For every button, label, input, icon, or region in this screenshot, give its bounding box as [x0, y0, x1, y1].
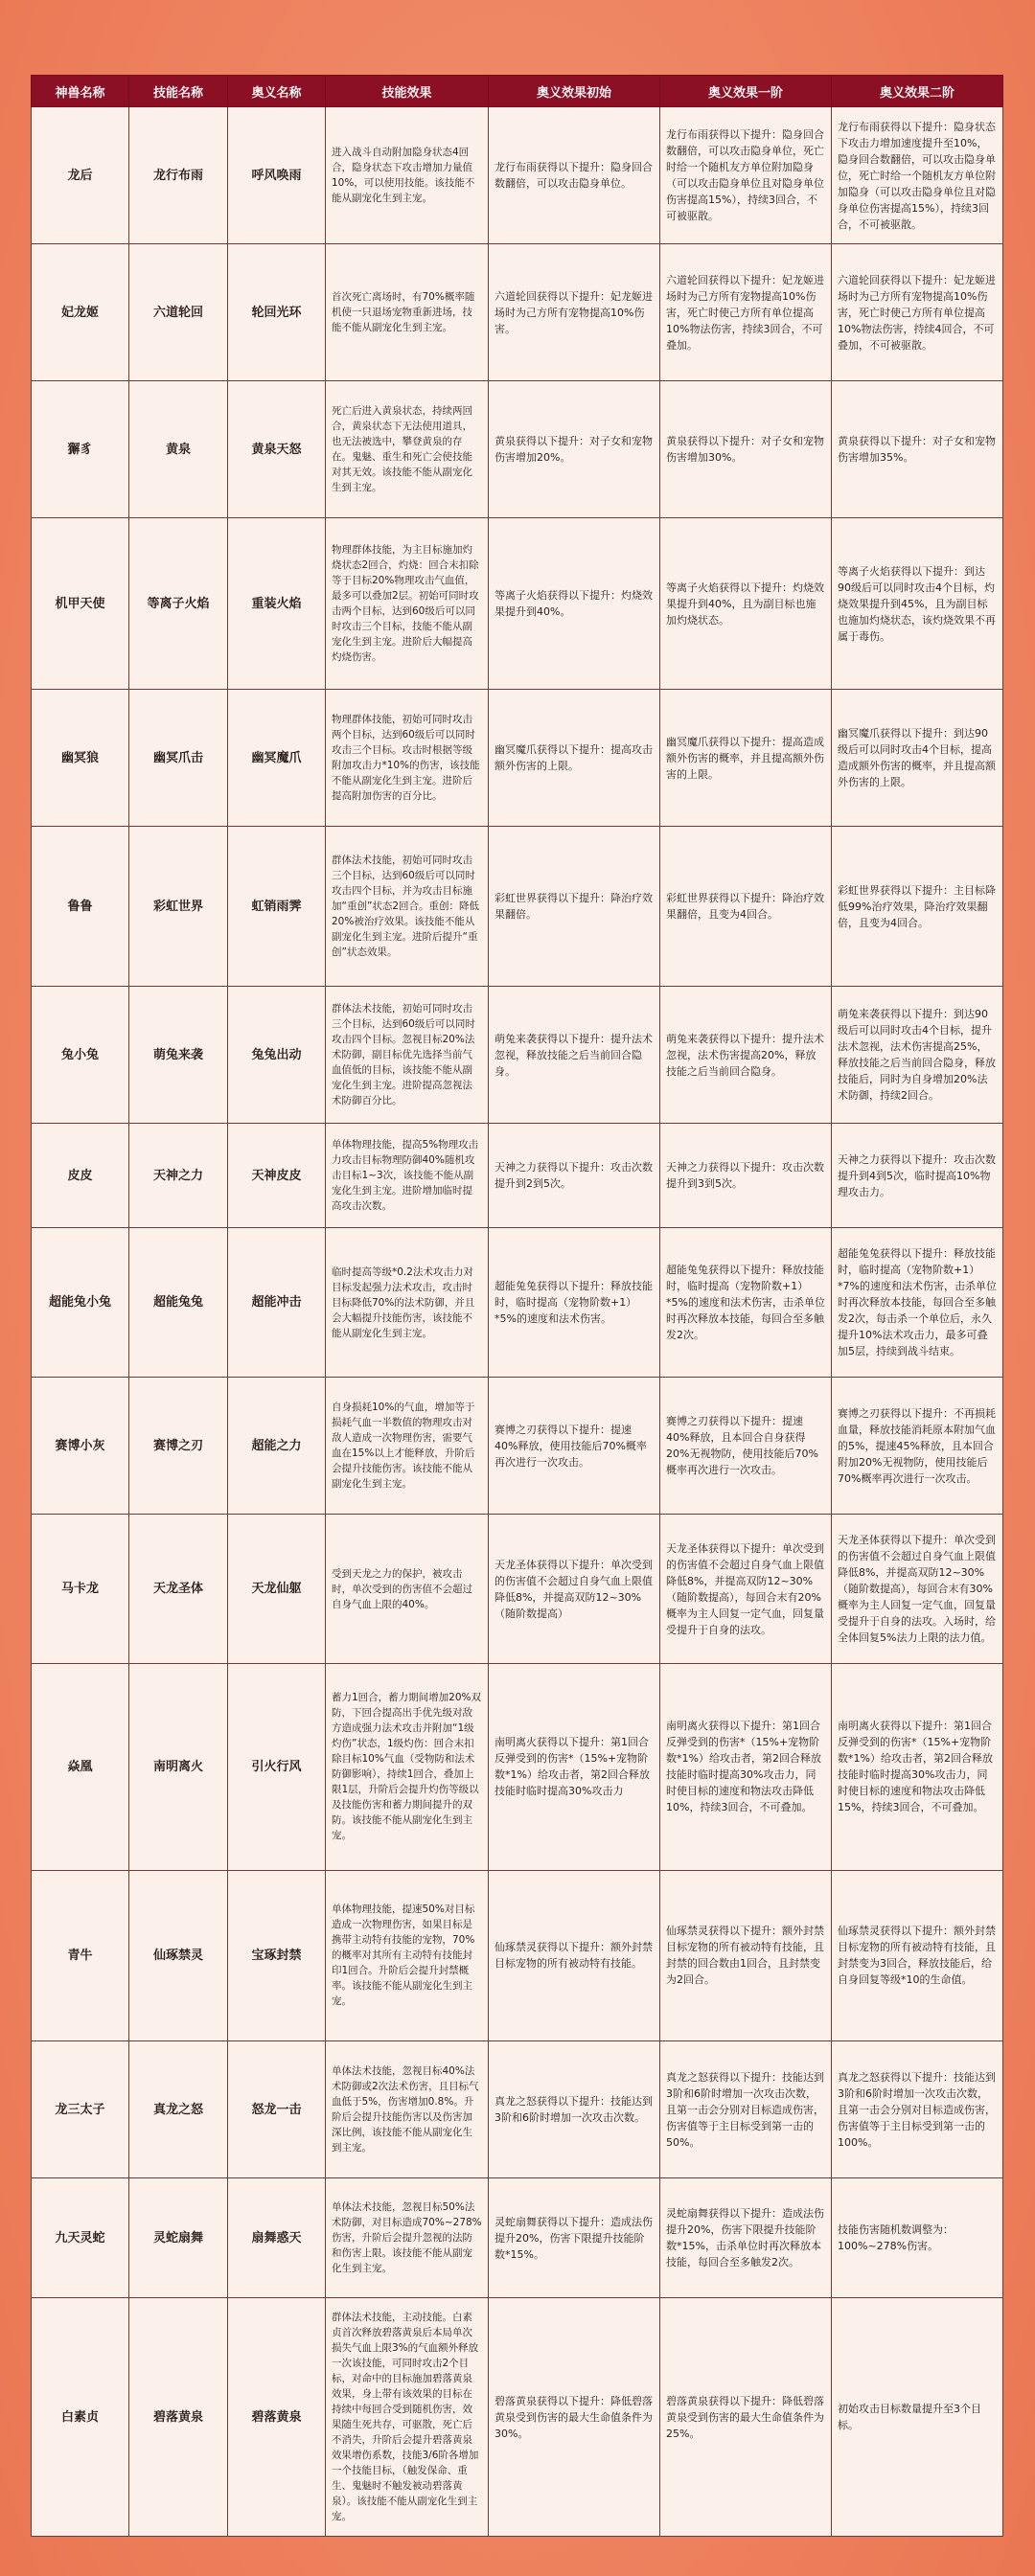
table-header-row: [32, 76, 1003, 107]
header-ult-initial: 奥义效果初始: [489, 76, 660, 107]
skill-effect-cell: 物理群体技能，为主目标施加灼烧状态2回合，灼烧：回合末扣除等于目标20%物理攻击气血值，最多可以叠加2层。初始可同时攻击两个目标，达到60级后可以同时攻击三个目标，技能不能从副宠化生到主宠。进阶后大幅提高灼烧伤害。: [326, 518, 489, 690]
ult-stage-1-cell: 仙琢禁灵获得以下提升：额外封禁目标宠物的所有被动特有技能，且封禁的回合数由1回合，且封禁变为2回合。: [660, 1870, 832, 2041]
table-row: [32, 827, 1003, 987]
header-ult-stage-1: 奥义效果一阶: [660, 76, 832, 107]
skill-name-cell: 赛博之刃: [129, 1378, 228, 1515]
table-row: [32, 518, 1003, 690]
ult-stage-2-cell: 仙琢禁灵获得以下提升：额外封禁目标宠物的所有被动特有技能，且封禁变为3回合，释放技能后，给自身回复等级*10的生命值。: [832, 1870, 1003, 2041]
header-ult-stage-2: 奥义效果二阶: [832, 76, 1003, 107]
god-name-cell: 赛博小灰: [32, 1378, 129, 1515]
ult-stage-1-cell: 等离子火焰获得以下提升：灼烧效果提升到40%，且为副目标也施加灼烧状态。: [660, 518, 832, 690]
ult-stage-2-cell: 幽冥魔爪获得以下提升：到达90级后可以同时攻击4个目标，提高造成额外伤害的概率，并且提高额外伤害的上限。: [832, 690, 1003, 827]
ult-stage-2-cell: 南明离火获得以下提升：第1回合反弹受到的伤害*（15%+宠物阶数*1%）给攻击者，第2回合释放技能时临时提高30%攻击力，同时使目标的速度和物法攻击降低15%，持续3回合，不可叠加。: [832, 1664, 1003, 1870]
ult-stage-2-cell: 等离子火焰获得以下提升：到达90级后可以同时攻击4个目标，灼烧效果提升到45%，且为副目标也施加灼烧状态，该灼烧效果不再属于毒伤。: [832, 518, 1003, 690]
god-name-cell: 超能兔小兔: [32, 1227, 129, 1377]
skill-name-cell: 真龙之怒: [129, 2041, 228, 2178]
god-name-cell: 白素贞: [32, 2298, 129, 2537]
god-name-cell: 龙三太子: [32, 2041, 129, 2178]
table-row: [32, 2041, 1003, 2178]
ult-initial-cell: 六道轮回获得以下提升：妃龙姬进场时为己方所有宠物提高10%伤害。: [489, 244, 660, 381]
skill-name-cell: 灵蛇扇舞: [129, 2178, 228, 2298]
skill-name-cell: 南明离火: [129, 1664, 228, 1870]
skill-name-cell: 天神之力: [129, 1124, 228, 1228]
god-name-cell: 鲁鲁: [32, 827, 129, 987]
ult-name-cell: 宝琢封禁: [228, 1870, 326, 2041]
ult-initial-cell: 真龙之怒获得以下提升：技能达到3阶和6阶时增加一次攻击次数。: [489, 2041, 660, 2178]
god-name-cell: 兔小兔: [32, 987, 129, 1124]
skill-effect-cell: 群体法术技能，初始可同时攻击三个目标，达到60级后可以同时攻击四个目标。忽视目标20%法术防御，副目标优先选择当前气血值低的目标，该技能不能从副宠化生到主宠。进阶提高忽视法术防御百分比。: [326, 987, 489, 1124]
ult-name-cell: 碧落黄泉: [228, 2298, 326, 2537]
skill-table-frame: [31, 75, 1002, 2537]
table-row: [32, 2178, 1003, 2298]
ult-name-cell: 超能之力: [228, 1378, 326, 1515]
table-row: [32, 1378, 1003, 1515]
skill-effect-cell: 群体法术技能，主动技能。白素贞首次释放碧落黄泉后本局单次损失气血上限3%的气血额外释放一次该技能，可同时攻击2个目标，对命中的目标施加碧落黄泉效果，身上带有该效果的目标在持续中每回合受到随机伤害，效果随生死共存，可驱散，死亡后不消失，升阶后会提升碧落黄泉效果增伤系数，技能3/6阶各增加一个技能目标，（触发保命、重生、鬼魅时不触发被动碧落黄泉）。该技能不能从副宠化生到主宠。: [326, 2298, 489, 2537]
ult-stage-1-cell: 赛博之刃获得以下提升：提速40%释放，且本回合自身获得20%无视物防，使用技能后70%概率再次进行一次攻击。: [660, 1378, 832, 1515]
header-skill-effect: 技能效果: [326, 76, 489, 107]
table-row: [32, 2298, 1003, 2537]
ult-stage-1-cell: 黄泉获得以下提升：对子女和宠物伤害增加30%。: [660, 381, 832, 518]
skill-effect-cell: 物理群体技能，初始可同时攻击两个目标，达到60级后可以同时攻击三个目标。攻击时根据等级附加攻击力*10%的伤害，该技能不能从副宠化生到主宠。进阶后提高附加伤害的百分比。: [326, 690, 489, 827]
skill-name-cell: 幽冥爪击: [129, 690, 228, 827]
ult-initial-cell: 天龙圣体获得以下提升：单次受到的伤害值不会超过自身气血上限值降低8%，并提高双防12~30%（随阶数提高）: [489, 1515, 660, 1664]
ult-stage-1-cell: 碧落黄泉获得以下提升：降低碧落黄泉受到伤害的最大生命值条件为25%。: [660, 2298, 832, 2537]
ult-stage-1-cell: 真龙之怒获得以下提升：技能达到3阶和6阶时增加一次攻击次数，且第一击会分别对目标造成伤害，伤害值等于主目标受到第一击的50%。: [660, 2041, 832, 2178]
skill-effect-cell: 临时提高等级*0.2法术攻击力对目标发起强力法术攻击，攻击时目标降低70%的法术防御，并且会大幅提升技能伤害，该技能不能从副宠化生到主宠。: [326, 1227, 489, 1377]
ult-stage-1-cell: 天龙圣体获得以下提升：单次受到的伤害值不会超过自身气血上限值降低8%，并提高双防12~30%（随阶数提高），每回合末有20%概率为主人回复一定气血，回复量受提升于自身的法攻。: [660, 1515, 832, 1664]
table-row: [32, 1124, 1003, 1228]
table-row: [32, 1664, 1003, 1870]
ult-stage-1-cell: 龙行布雨获得以下提升：隐身回合数翻倍，可以攻击隐身单位，死亡时给一个随机友方单位附加隐身（可以攻击隐身单位且对隐身单位伤害提高15%），持续3回合，不可被驱散。: [660, 107, 832, 244]
ult-initial-cell: 龙行布雨获得以下提升：隐身回合数翻倍，可以攻击隐身单位。: [489, 107, 660, 244]
ult-stage-1-cell: 幽冥魔爪获得以下提升：提高造成额外伤害的概率，并且提高额外伤害的上限。: [660, 690, 832, 827]
ult-initial-cell: 赛博之刃获得以下提升：提速40%释放，使用技能后70%概率再次进行一次攻击。: [489, 1378, 660, 1515]
god-name-cell: 机甲天使: [32, 518, 129, 690]
ult-stage-2-cell: 六道轮回获得以下提升：妃龙姬进场时为己方所有宠物提高10%伤害，死亡时使己方所有单位提高10%物法伤害，持续4回合，不可叠加，不可被驱散。: [832, 244, 1003, 381]
table-row: [32, 1515, 1003, 1664]
god-name-cell: 獬豸: [32, 381, 129, 518]
ult-name-cell: 幽冥魔爪: [228, 690, 326, 827]
ult-name-cell: 引火行风: [228, 1664, 326, 1870]
ult-name-cell: 扇舞惑天: [228, 2178, 326, 2298]
god-name-cell: 九天灵蛇: [32, 2178, 129, 2298]
ult-stage-2-cell: 龙行布雨获得以下提升：隐身状态下攻击力增加速度提升至10%，隐身回合数翻倍，可以攻击隐身单位，死亡时给一个随机友方单位附加隐身（可以攻击隐身单位且对隐身单位伤害提高15%），持续3回合，不可被驱散。: [832, 107, 1003, 244]
skill-effect-cell: 受到天龙之力的保护，被攻击时，单次受到的伤害值不会超过自身气血上限的40%。: [326, 1515, 489, 1664]
god-name-cell: 幽冥狼: [32, 690, 129, 827]
ult-initial-cell: 黄泉获得以下提升：对子女和宠物伤害增加20%。: [489, 381, 660, 518]
ult-name-cell: 怒龙一击: [228, 2041, 326, 2178]
ult-initial-cell: 灵蛇扇舞获得以下提升：造成法伤提升20%，伤害下限提升技能阶数*15%。: [489, 2178, 660, 2298]
skill-name-cell: 六道轮回: [129, 244, 228, 381]
table-row: [32, 107, 1003, 244]
god-name-cell: 焱凰: [32, 1664, 129, 1870]
ult-name-cell: 轮回光环: [228, 244, 326, 381]
skill-name-cell: 仙琢禁灵: [129, 1870, 228, 2041]
ult-stage-2-cell: 天龙圣体获得以下提升：单次受到的伤害值不会超过自身气血上限值降低8%，并提高双防12~30%（随阶数提高），每回合末有30%概率为主人回复一定气血，回复量受提升于自身的法攻。入场时，给全体回复5%法力上限的法力值。: [832, 1515, 1003, 1664]
ult-name-cell: 天龙仙躯: [228, 1515, 326, 1664]
skill-effect-cell: 单体法术技能，忽视目标50%法术防御，对目标造成70%~278%伤害，升阶后会提升忽视的法防和伤害上限。该技能不能从副宠化生到主宠。: [326, 2178, 489, 2298]
table-row: [32, 987, 1003, 1124]
god-name-cell: 龙后: [32, 107, 129, 244]
ult-initial-cell: 超能兔兔获得以下提升：释放技能时，临时提高（宠物阶数+1）*5%的速度和法术伤害。: [489, 1227, 660, 1377]
header-skill-name: 技能名称: [129, 76, 228, 107]
ult-stage-2-cell: 彩虹世界获得以下提升：主目标降低99%治疗效果，降治疗效果翻倍，且变为4回合。: [832, 827, 1003, 987]
ult-stage-1-cell: 灵蛇扇舞获得以下提升：造成法伤提升20%，伤害下限提升技能阶数*15%，击杀单位时再次释放本技能，每回合至多触发2次。: [660, 2178, 832, 2298]
skill-effect-cell: 单体物理技能，提速50%对目标造成一次物理伤害，如果目标是携带主动特有技能的宠物，70%的概率对其所有主动特有技能封印1回合。升阶后会提升封禁概率。该技能不能从副宠化生到主宠。: [326, 1870, 489, 2041]
ult-initial-cell: 幽冥魔爪获得以下提升：提高攻击额外伤害的上限。: [489, 690, 660, 827]
table-row: [32, 381, 1003, 518]
divine-beast-skill-table: [31, 75, 1003, 2537]
ult-initial-cell: 等离子火焰获得以下提升：灼烧效果提升到40%。: [489, 518, 660, 690]
ult-initial-cell: 仙琢禁灵获得以下提升：额外封禁目标宠物的所有被动特有技能。: [489, 1870, 660, 2041]
skill-effect-cell: 首次死亡离场时，有70%概率随机使一只退场宠物重新进场，技能不能从副宠化生到主宠。: [326, 244, 489, 381]
ult-stage-1-cell: 超能兔兔获得以下提升：释放技能时，临时提高（宠物阶数+1）*5%的速度和法术伤害，击杀单位时再次释放本技能，每回合至多触发2次。: [660, 1227, 832, 1377]
ult-stage-2-cell: 初始攻击目标数量提升至3个目标。: [832, 2298, 1003, 2537]
skill-effect-cell: 群体法术技能，初始可同时攻击三个目标，达到60级后可以同时攻击四个目标，并为攻击目标施加“重创”状态2回合。重创：降低20%被治疗效果。该技能不能从副宠化生到主宠。进阶后提升“重创”状态效果。: [326, 827, 489, 987]
ult-stage-1-cell: 天神之力获得以下提升：攻击次数提升到3到5次。: [660, 1124, 832, 1228]
skill-effect-cell: 自身损耗10%的气血，增加等于损耗气血一半数值的物理攻击对敌人造成一次物理伤害，需要气血在15%以上才能释放，升阶后会提升技能伤害。该技能不能从副宠化生到主宠。: [326, 1378, 489, 1515]
header-god-name: 神兽名称: [32, 76, 129, 107]
table-row: [32, 1227, 1003, 1377]
ult-stage-2-cell: 黄泉获得以下提升：对子女和宠物伤害增加35%。: [832, 381, 1003, 518]
skill-name-cell: 碧落黄泉: [129, 2298, 228, 2537]
skill-effect-cell: 蓄力1回合，蓄力期间增加20%双防，下回合提高出手优先级对敌方造成强力法术攻击并附加“1级灼伤”状态，1级灼伤：回合末扣除目标10%气血（受物防和法术防御影响），持续1回合，叠加上限1层，升阶后会提升灼伤等级以及技能伤害和蓄力期间提升的双防。该技能不能从副宠化生到主宠。: [326, 1664, 489, 1870]
ult-stage-2-cell: 萌兔来袭获得以下提升：到达90级后可以同时攻击4个目标，提升法术忽视，法术伤害提高25%，释放技能之后当前回合隐身，释放技能后，同时为自身增加20%法术防御，持续2回合。: [832, 987, 1003, 1124]
ult-initial-cell: 天神之力获得以下提升：攻击次数提升到2到5次。: [489, 1124, 660, 1228]
ult-stage-2-cell: 赛博之刃获得以下提升：不再损耗血量，释放技能消耗原本附加气血的5%，提速45%释放，且本回合附加20%无视物防，使用技能后70%概率再次进行一次攻击。: [832, 1378, 1003, 1515]
table-row: [32, 1870, 1003, 2041]
ult-stage-2-cell: 技能伤害随机数调整为：100%~278%伤害。: [832, 2178, 1003, 2298]
skill-effect-cell: 单体物理技能，提高5%物理攻击力攻击目标物理防御40%随机攻击目标1~3次，该技能不能从副宠化生到主宠。进阶增加临时提高攻击次数。: [326, 1124, 489, 1228]
ult-initial-cell: 碧落黄泉获得以下提升：降低碧落黄泉受到伤害的最大生命值条件为30%。: [489, 2298, 660, 2537]
header-ult-name: 奥义名称: [228, 76, 326, 107]
skill-effect-cell: 单体法术技能，忽视目标40%法术防御或2次法术伤害，且目标气血低于5%，伤害增加0.8%。升阶后会提升技能伤害以及伤害加深比例，该技能不能从副宠化生到主宠。: [326, 2041, 489, 2178]
skill-name-cell: 彩虹世界: [129, 827, 228, 987]
ult-name-cell: 天神皮皮: [228, 1124, 326, 1228]
ult-stage-1-cell: 南明离火获得以下提升：第1回合反弹受到的伤害*（15%+宠物阶数*1%）给攻击者，第2回合释放技能时临时提高30%攻击力，同时使目标的速度和物法攻击降低10%，持续3回合，不可叠加。: [660, 1664, 832, 1870]
ult-name-cell: 超能冲击: [228, 1227, 326, 1377]
skill-name-cell: 超能兔兔: [129, 1227, 228, 1377]
ult-stage-2-cell: 天神之力获得以下提升：攻击次数提升到4到5次，临时提高10%物理攻击力。: [832, 1124, 1003, 1228]
ult-name-cell: 呼风唤雨: [228, 107, 326, 244]
god-name-cell: 皮皮: [32, 1124, 129, 1228]
skill-name-cell: 天龙圣体: [129, 1515, 228, 1664]
skill-effect-cell: 死亡后进入黄泉状态，持续两回合，黄泉状态下无法使用道具，也无法被选中，攀登黄泉的存在。鬼魅、重生和死亡会使技能对其无效。该技能不能从副宠化生到主宠。: [326, 381, 489, 518]
ult-name-cell: 重装火焰: [228, 518, 326, 690]
ult-initial-cell: 南明离火获得以下提升：第1回合反弹受到的伤害*（15%+宠物阶数*1%）给攻击者，第2回合释放技能时临时提高30%攻击力: [489, 1664, 660, 1870]
ult-stage-1-cell: 萌兔来袭获得以下提升：提升法术忽视，法术伤害提高20%，释放技能之后当前回合隐身。: [660, 987, 832, 1124]
ult-initial-cell: 萌兔来袭获得以下提升：提升法术忽视，释放技能之后当前回合隐身。: [489, 987, 660, 1124]
table-row: [32, 690, 1003, 827]
ult-stage-2-cell: 超能兔兔获得以下提升：释放技能时，临时提高（宠物阶数+1）*7%的速度和法术伤害，击杀单位时再次释放本技能，每回合至多触发2次，每击杀一个单位后，永久提升10%法术攻击力，最多可叠加5层，持续到战斗结束。: [832, 1227, 1003, 1377]
god-name-cell: 妃龙姬: [32, 244, 129, 381]
god-name-cell: 青牛: [32, 1870, 129, 2041]
ult-name-cell: 兔兔出动: [228, 987, 326, 1124]
skill-name-cell: 黄泉: [129, 381, 228, 518]
skill-name-cell: 等离子火焰: [129, 518, 228, 690]
skill-name-cell: 萌兔来袭: [129, 987, 228, 1124]
skill-effect-cell: 进入战斗自动附加隐身状态4回合，隐身状态下攻击增加力量值10%，可以使用技能。该技能不能从副宠化生到主宠。: [326, 107, 489, 244]
ult-stage-2-cell: 真龙之怒获得以下提升：技能达到3阶和6阶时增加一次攻击次数，且第一击会分别对目标造成伤害，伤害值等于主目标受到第一击的100%。: [832, 2041, 1003, 2178]
ult-stage-1-cell: 彩虹世界获得以下提升：降治疗效果翻倍，且变为4回合。: [660, 827, 832, 987]
ult-name-cell: 虹销雨霁: [228, 827, 326, 987]
ult-initial-cell: 彩虹世界获得以下提升：降治疗效果翻倍。: [489, 827, 660, 987]
ult-stage-1-cell: 六道轮回获得以下提升：妃龙姬进场时为己方所有宠物提高10%伤害，死亡时使己方所有单位提高10%物法伤害，持续3回合，不可叠加。: [660, 244, 832, 381]
ult-name-cell: 黄泉天怒: [228, 381, 326, 518]
table-row: [32, 244, 1003, 381]
god-name-cell: 马卡龙: [32, 1515, 129, 1664]
skill-name-cell: 龙行布雨: [129, 107, 228, 244]
